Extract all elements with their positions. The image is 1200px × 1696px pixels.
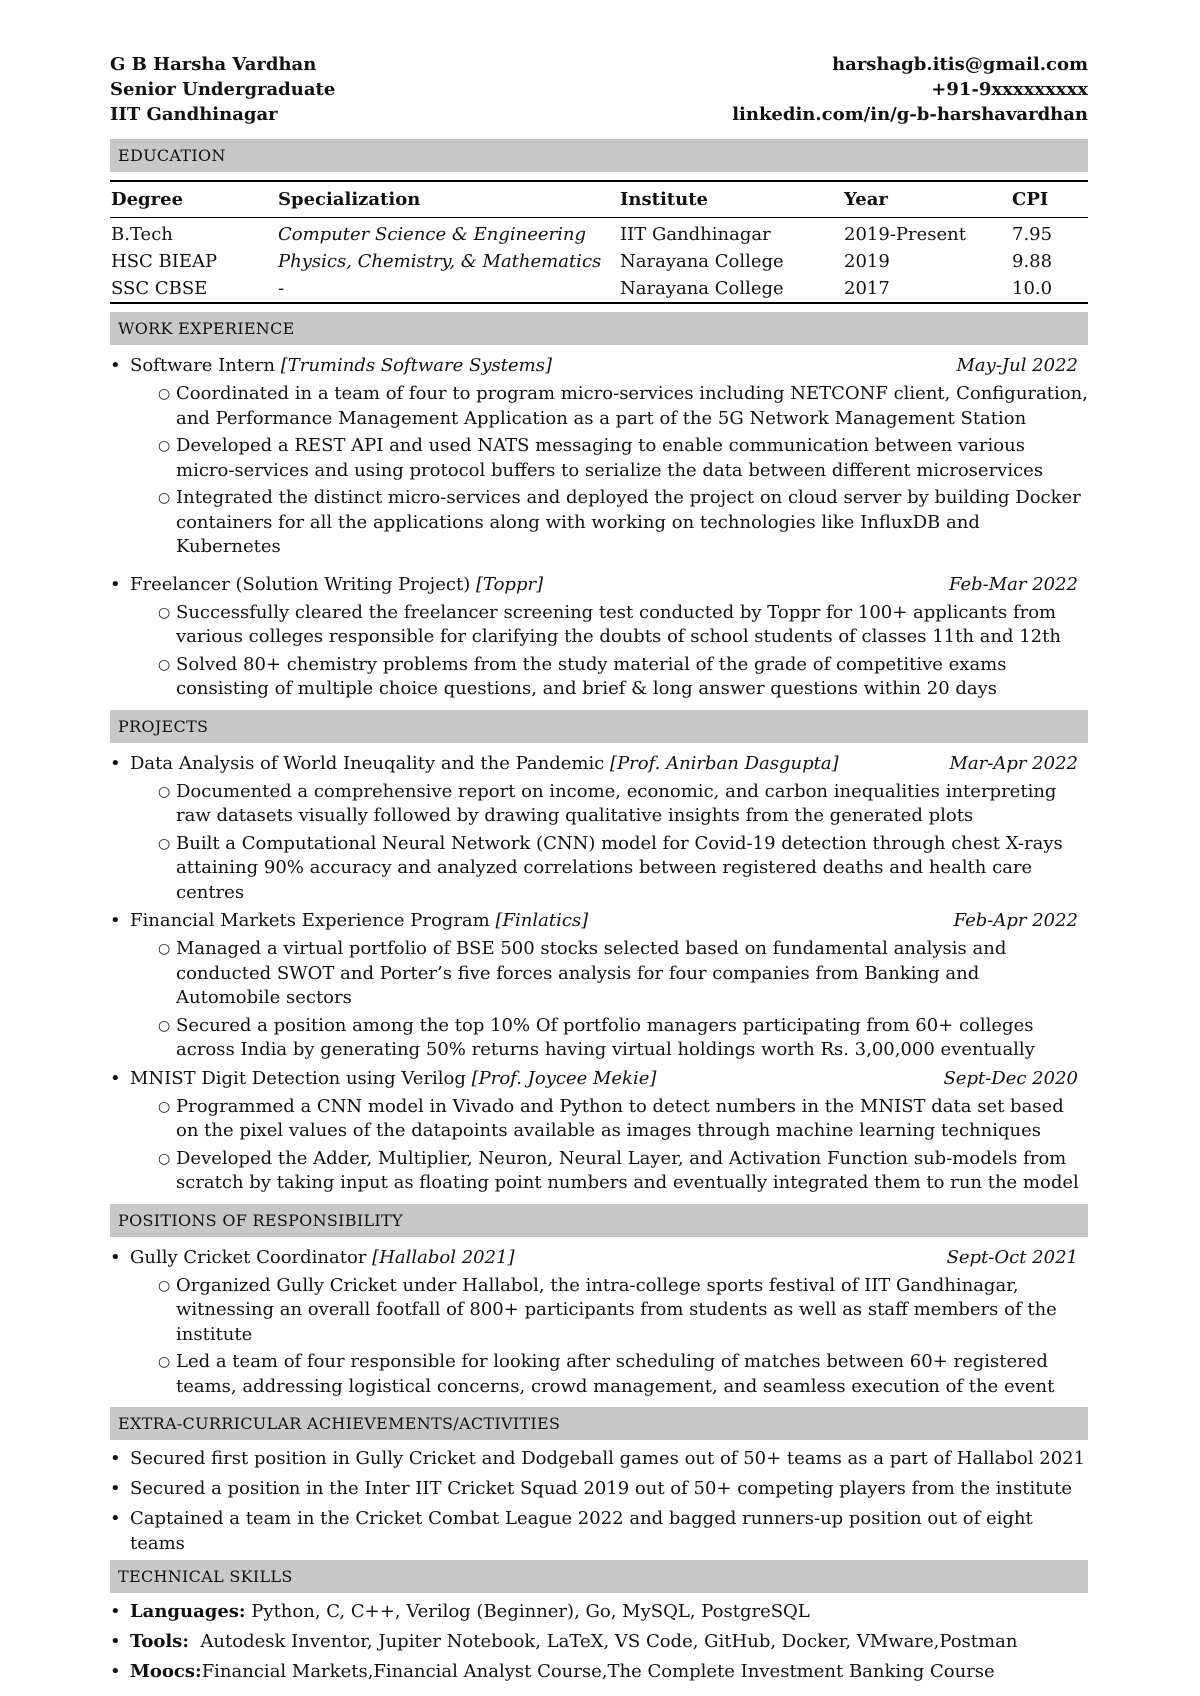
entry-date: Feb-Mar 2022 (948, 573, 1078, 595)
bullet-icon: • (110, 1661, 121, 1682)
achievement-text: Captained a team in the Cricket Combat League 2022 and bagged runners-up position out of eight teams (130, 1508, 1033, 1554)
entry-date: Feb-Apr 2022 (953, 910, 1078, 931)
section-skills-heading: TECHNICAL SKILLS (110, 1560, 1088, 1593)
edu-header-specialization: Specialization (277, 181, 619, 218)
edu-specialization: Computer Science & Engineering (278, 224, 587, 245)
bullet-icon: • (110, 355, 121, 376)
edu-specialization: - (277, 275, 619, 303)
entry-points (110, 780, 1088, 906)
circle-bullet-icon: ○ (158, 604, 171, 621)
edu-degree: SSC CBSE (110, 275, 277, 303)
list-item (158, 1274, 1088, 1348)
bullet-icon: • (110, 1631, 121, 1652)
point-text: Managed a virtual portfolio of BSE 500 stocks selected based on fundamental analysis and conducted SWOT and Porter’s five forces analysis for four companies from Banking and Automobile sectors (176, 938, 1007, 1008)
entry-title: Freelancer (Solution Writing Project) (130, 573, 471, 595)
circle-bullet-icon: ○ (158, 490, 171, 506)
entry-org: [Truminds Software Systems] (280, 355, 552, 376)
entry-org: [Hallabol 2021] (372, 1246, 515, 1268)
education-table (110, 180, 1088, 304)
table-row (110, 248, 1088, 275)
circle-bullet-icon: ○ (158, 941, 171, 957)
circle-bullet-icon: ○ (158, 1354, 171, 1370)
bullet-icon: • (110, 752, 121, 774)
circle-bullet-icon: ○ (158, 783, 171, 800)
section-positions-heading: POSITIONS OF RESPONSIBILITY (110, 1204, 1088, 1237)
list-item (158, 486, 1088, 560)
point-text: Programmed a CNN model in Vivado and Python to detect numbers in the MNIST data set based on the pixel values of the datapoints available as images through machine learning techniques (176, 1095, 1064, 1141)
entry-points (110, 1095, 1088, 1196)
email-link[interactable]: harshagb.itis@gmail.com (832, 54, 1088, 75)
circle-bullet-icon: ○ (158, 1150, 171, 1167)
edu-year: 2017 (843, 275, 1011, 303)
project-entry (110, 908, 1088, 933)
edu-specialization: Physics, Chemistry, & Mathematics (278, 251, 602, 272)
point-text: Led a team of four responsible for looking after scheduling of matches between 60+ registered teams, addressing logistical concerns, crowd management, and seamless execution of the event (176, 1351, 1055, 1397)
list-item (110, 1476, 1088, 1501)
resume-header (110, 52, 1088, 127)
list-item (110, 1659, 1088, 1684)
circle-bullet-icon: ○ (158, 656, 171, 673)
section-education-heading: EDUCATION (110, 139, 1088, 172)
candidate-role: Senior Undergraduate (110, 79, 336, 100)
entry-date: Mar-Apr 2022 (949, 752, 1078, 774)
entry-org: [Prof. Joycee Mekie] (471, 1067, 657, 1089)
point-text: Secured a position among the top 10% Of portfolio managers participating from 60+ colleges across India by generating 50% returns having virtual holdings worth Rs. 3,00,000 eventually (176, 1014, 1035, 1060)
skill-label: Languages: (130, 1601, 246, 1622)
point-text: Developed a REST API and used NATS messaging to enable communication between various micro-services and using protocol buffers to serialize the data between different microservices (176, 435, 1044, 481)
list-item (158, 601, 1088, 650)
entry-points (110, 1274, 1088, 1400)
edu-cpi: 7.95 (1012, 224, 1053, 245)
bullet-icon: • (110, 1601, 121, 1622)
entry-points (110, 382, 1088, 560)
edu-header-cpi: CPI (1011, 181, 1088, 218)
entry-title: Data Analysis of World Ineuqality and the Pandemic (130, 752, 605, 774)
point-text: Developed the Adder, Multiplier, Neuron, Neural Layer, and Activation Function sub-models from scratch by taking input as floating point numbers and eventually integrated them to run the model (176, 1147, 1079, 1193)
edu-header-degree: Degree (110, 181, 277, 218)
circle-bullet-icon: ○ (158, 1098, 171, 1115)
candidate-name: G B Harsha Vardhan (110, 54, 317, 75)
edu-year: 2019-Present (844, 224, 966, 245)
phone-number: +91-9xxxxxxxxx (931, 79, 1088, 100)
circle-bullet-icon: ○ (158, 386, 171, 402)
edu-header-year: Year (843, 181, 1011, 218)
entry-date: Sept-Oct 2021 (946, 1246, 1078, 1268)
candidate-institute: IIT Gandhinagar (110, 104, 278, 125)
list-item (158, 780, 1088, 829)
edu-degree: B.Tech (111, 224, 173, 245)
edu-institute: IIT Gandhinagar (620, 224, 771, 245)
list-item (158, 1147, 1088, 1196)
bullet-icon: • (110, 1246, 121, 1268)
skill-value: Python, C, C++, Verilog (Beginner), Go, MySQL, PostgreSQL (245, 1601, 810, 1622)
entry-title: MNIST Digit Detection using Verilog (130, 1067, 466, 1089)
point-text: Documented a comprehensive report on income, economic, and carbon inequalities interpreting raw datasets visually followed by drawing qualitative insights from the generated plots (176, 780, 1057, 826)
project-entry (110, 1066, 1088, 1091)
bullet-icon: • (110, 573, 121, 595)
list-item (158, 1350, 1088, 1399)
list-item (110, 1629, 1088, 1654)
point-text: Coordinated in a team of four to program micro-services including NETCONF client, Configuration, and Performance Management Application as a part of the 5G Network Management Station (176, 383, 1088, 429)
point-text: Organized Gully Cricket under Hallabol, the intra-college sports festival of IIT Gandhinagar, witnessing an overall footfall of 800+ participants from students as well as staff members of the institute (176, 1274, 1057, 1345)
entry-date: Sept-Dec 2020 (943, 1067, 1078, 1089)
bullet-icon: • (110, 1448, 121, 1469)
entry-title: Financial Markets Experience Program (130, 910, 490, 931)
edu-degree: HSC BIEAP (111, 251, 218, 272)
table-row (110, 218, 1088, 249)
entry-org: [Prof. Anirban Dasgupta] (610, 752, 839, 774)
entry-points (110, 937, 1088, 1063)
point-text: Built a Computational Neural Network (CNN) model for Covid-19 detection through chest X-rays attaining 90% accuracy and analyzed correlations between registered deaths and health care centres (176, 832, 1063, 903)
achievement-text: Secured a position in the Inter IIT Cricket Squad 2019 out of 50+ competing players from the institute (130, 1478, 1073, 1499)
edu-institute: Narayana College (620, 251, 784, 272)
edu-header-institute: Institute (619, 181, 843, 218)
circle-bullet-icon: ○ (158, 835, 171, 852)
skill-value: Financial Markets,Financial Analyst Course,The Complete Investment Banking Course (201, 1661, 995, 1682)
section-projects-heading: PROJECTS (110, 710, 1088, 743)
edu-institute: Narayana College (619, 275, 843, 303)
circle-bullet-icon: ○ (158, 1277, 171, 1294)
table-row (110, 275, 1088, 303)
achievement-text: Secured first position in Gully Cricket and Dodgeball games out of 50+ teams as a part of Hallabol 2021 (130, 1448, 1086, 1469)
edu-year: 2019 (844, 251, 890, 272)
skill-label: Moocs: (130, 1661, 202, 1682)
edu-cpi: 10.0 (1011, 275, 1088, 303)
work-entry (110, 353, 1088, 378)
entry-date: May-Jul 2022 (956, 355, 1078, 376)
point-text: Successfully cleared the freelancer screening test conducted by Toppr for 100+ applicants from various colleges responsible for clarifying the doubts of school students of classes 11th and 12th (176, 601, 1061, 647)
work-entry (110, 572, 1088, 597)
entry-org: [Finlatics] (495, 910, 589, 931)
entry-points (110, 601, 1088, 702)
point-text: Solved 80+ chemistry problems from the study material of the grade of competitive exams consisting of multiple choice questions, and brief & long answer questions within 20 days (176, 653, 1007, 699)
position-entry (110, 1245, 1088, 1270)
entry-title: Gully Cricket Coordinator (130, 1246, 367, 1268)
entry-org: [Toppr] (475, 573, 544, 595)
bullet-icon: • (110, 1478, 121, 1499)
list-item (110, 1599, 1088, 1624)
section-work-heading: WORK EXPERIENCE (110, 312, 1088, 345)
list-item (110, 1506, 1088, 1556)
circle-bullet-icon: ○ (158, 438, 171, 454)
list-item (158, 832, 1088, 906)
resume-page (110, 52, 1088, 1684)
list-item (158, 1014, 1088, 1063)
list-item (158, 382, 1088, 431)
edu-cpi: 9.88 (1012, 251, 1053, 272)
point-text: Integrated the distinct micro-services and deployed the project on cloud server by building Docker containers for all the applications along with working on technologies like InfluxDB and Kubernetes (176, 487, 1081, 557)
circle-bullet-icon: ○ (158, 1017, 171, 1034)
skill-value: Autodesk Inventor, Jupiter Notebook, LaTeX, VS Code, GitHub, Docker, VMware,Postman (188, 1631, 1018, 1652)
section-extra-heading: EXTRA-CURRICULAR ACHIEVEMENTS/ACTIVITIES (110, 1407, 1088, 1440)
list-item (158, 1095, 1088, 1144)
list-item (158, 937, 1088, 1011)
project-entry (110, 751, 1088, 776)
bullet-icon: • (110, 910, 121, 931)
entry-title: Software Intern (130, 355, 275, 376)
linkedin-link[interactable]: linkedin.com/in/g-b-harshavardhan (732, 104, 1088, 125)
list-item (110, 1446, 1088, 1471)
list-item (158, 434, 1088, 483)
skill-label: Tools: (130, 1631, 189, 1652)
bullet-icon: • (110, 1067, 121, 1089)
list-item (158, 653, 1088, 702)
bullet-icon: • (110, 1508, 121, 1529)
